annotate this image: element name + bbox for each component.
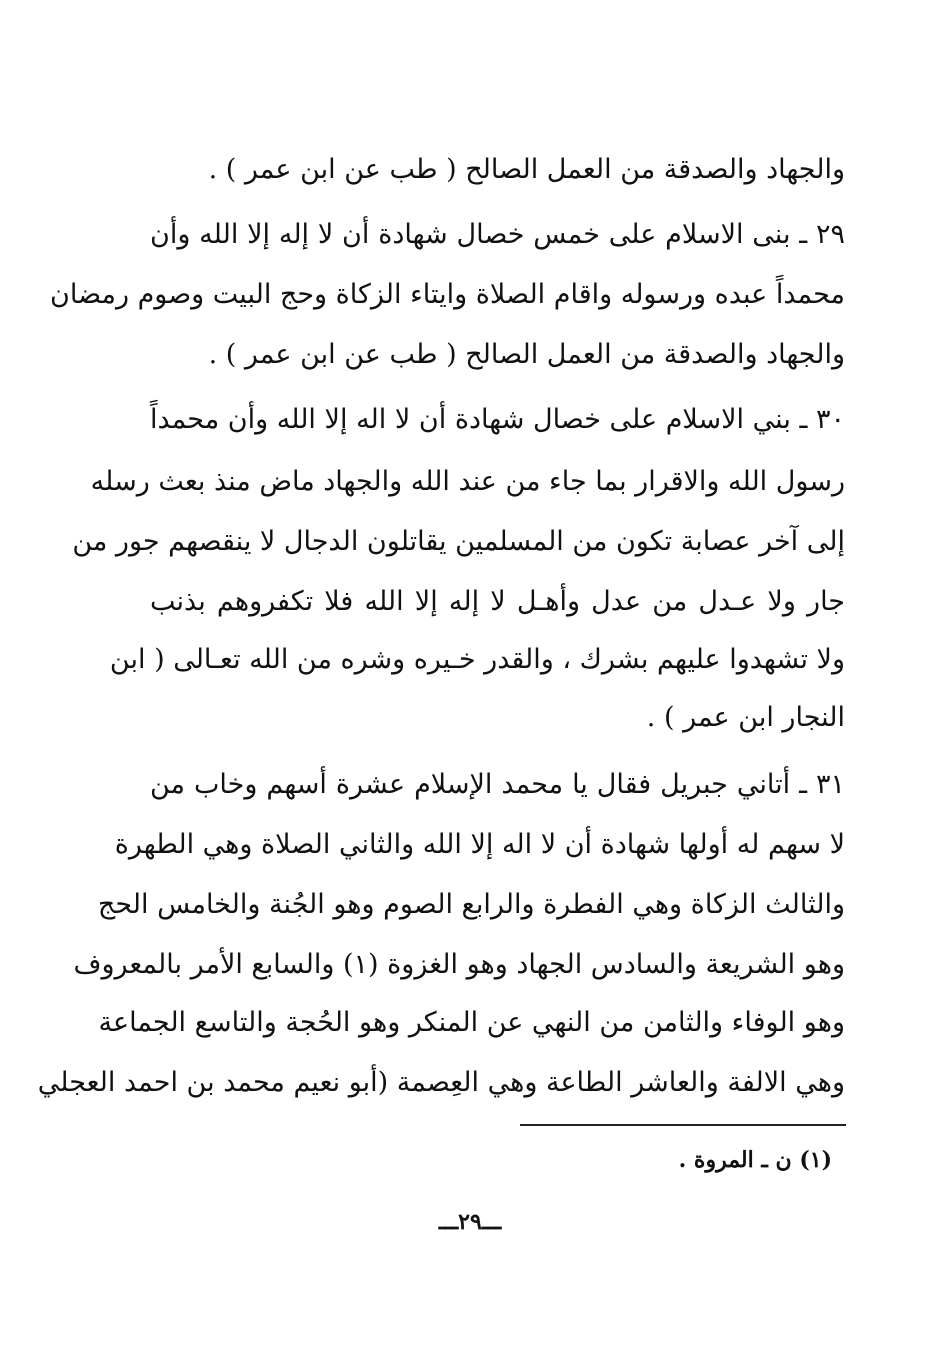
text-line: النجار ابن عمر ) .: [646, 702, 845, 733]
text-line: ٣١ ـ أتاني جبريل فقال يا محمد الإسلام عشرة أسهم وخاب من: [150, 769, 845, 800]
text-line: لا سهم له أولها شهادة أن لا اله إلا الله والثاني الصلاة وهي الطهرة: [114, 829, 845, 860]
text-line: إلى آخر عصابة تكون من المسلمين يقاتلون الدجال لا ينقصهم جور من: [72, 526, 845, 557]
text-line: والجهاد والصدقة من العمل الصالح ( طب عن ابن عمر ) .: [208, 339, 845, 370]
text-line: والجهاد والصدقة من العمل الصالح ( طب عن ابن عمر ) .: [208, 154, 845, 185]
text-line: وهي الالفة والعاشر الطاعة وهي العِصمة (أبو نعيم محمد بن احمد العجلي: [37, 1067, 845, 1098]
text-line: ولا تشهدوا عليهم بشرك ، والقدر خـيره وشره من الله تعـالى ( ابن: [109, 644, 845, 675]
text-line: ٢٩ ـ بنى الاسلام على خمس خصال شهادة أن لا إله إلا الله وأن: [150, 219, 845, 250]
text-line: محمداً عبده ورسوله واقام الصلاة وايتاء الزكاة وحج البيت وصوم رمضان: [50, 279, 845, 310]
page-number: ـــ٢٩ـــ: [438, 1209, 502, 1235]
footnote-divider: [520, 1124, 846, 1126]
text-line: جار ولا عـدل من عدل وأهـل لا إله إلا الله فلا تكفروهم بذنب: [150, 586, 845, 617]
footnote: (١) ن ـ المروة .: [678, 1147, 832, 1173]
text-line: رسول الله والاقرار بما جاء من عند الله والجهاد ماض منذ بعث رسله: [90, 466, 845, 497]
text-line: وهو الوفاء والثامن من النهي عن المنكر وهو الحُجة والتاسع الجماعة: [98, 1007, 845, 1038]
text-line: والثالث الزكاة وهي الفطرة والرابع الصوم وهو الجُنة والخامس الحج: [97, 889, 845, 920]
text-line: ٣٠ ـ بني الاسلام على خصال شهادة أن لا اله إلا الله وأن محمداً: [150, 404, 845, 435]
text-line: وهو الشريعة والسادس الجهاد وهو الغزوة (١) والسابع الأمر بالمعروف: [73, 949, 845, 980]
